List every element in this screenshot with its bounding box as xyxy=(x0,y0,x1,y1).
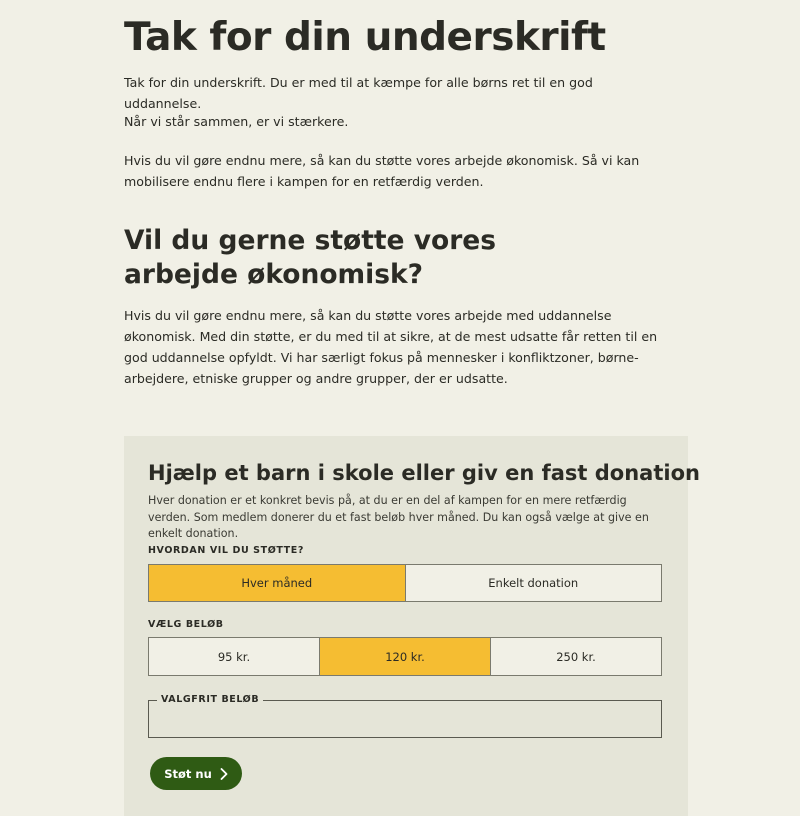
support-option-monthly[interactable]: Hver måned xyxy=(149,565,406,601)
custom-amount-field xyxy=(148,694,662,738)
support-type-label: HVORDAN VIL DU STØTTE? xyxy=(148,545,304,556)
intro-paragraph-1: Tak for din underskrift. Du er med til at kæmpe for alle børns ret til en god uddannelse. xyxy=(124,75,593,111)
custom-amount-label: VALGFRIT BELØB xyxy=(157,693,263,707)
section-paragraph: Hvis du vil gøre endnu mere, så kan du støtte vores arbejde med uddannelse økonomisk. Med din støtte, er du med til at sikre, at de mest udsatte får retten til en god uddannelse opfyldt. Vi har særligt fokus på mennesker i konfliktzoner, børne-arbejdere, etniske grupper og andre grupper, der er udsatte. xyxy=(124,308,658,386)
amount-selector xyxy=(148,637,662,676)
submit-donation-button[interactable] xyxy=(150,757,242,790)
intro-paragraph-3: Hvis du vil gøre endnu mere, så kan du støtte vores arbejde økonomisk. Så vi kan mobilisere endnu flere i kampen for en retfærdig verden. xyxy=(124,153,640,189)
intro-paragraph-2: Når vi står sammen, er vi stærkere. xyxy=(124,114,349,129)
section-heading: Vil du gerne støtte vores arbejde økonomisk? xyxy=(124,225,497,290)
amount-option-250[interactable]: 250 kr. xyxy=(556,649,596,664)
donation-description: Hver donation er et konkret bevis på, at du er en del af kampen for en mere retfærdig verden. Som medlem donerer du et fast beløb hver måned. Du kan også vælge at give en enkelt donation. xyxy=(148,494,649,540)
support-option-single[interactable]: Enkelt donation xyxy=(488,576,579,590)
page-title: Tak for din underskrift xyxy=(124,15,606,60)
amount-label: VÆLG BELØB xyxy=(148,619,224,630)
custom-amount-input[interactable] xyxy=(159,709,653,733)
donation-card xyxy=(124,436,700,816)
amount-option-120[interactable]: 120 kr. xyxy=(320,638,491,675)
chevron-right-icon xyxy=(220,768,228,780)
submit-label: Støt nu xyxy=(164,766,212,781)
donation-title: Hjælp et barn i skole eller giv en fast donation xyxy=(148,461,700,485)
support-type-toggle xyxy=(148,564,662,602)
amount-option-95[interactable]: 95 kr. xyxy=(149,638,320,675)
